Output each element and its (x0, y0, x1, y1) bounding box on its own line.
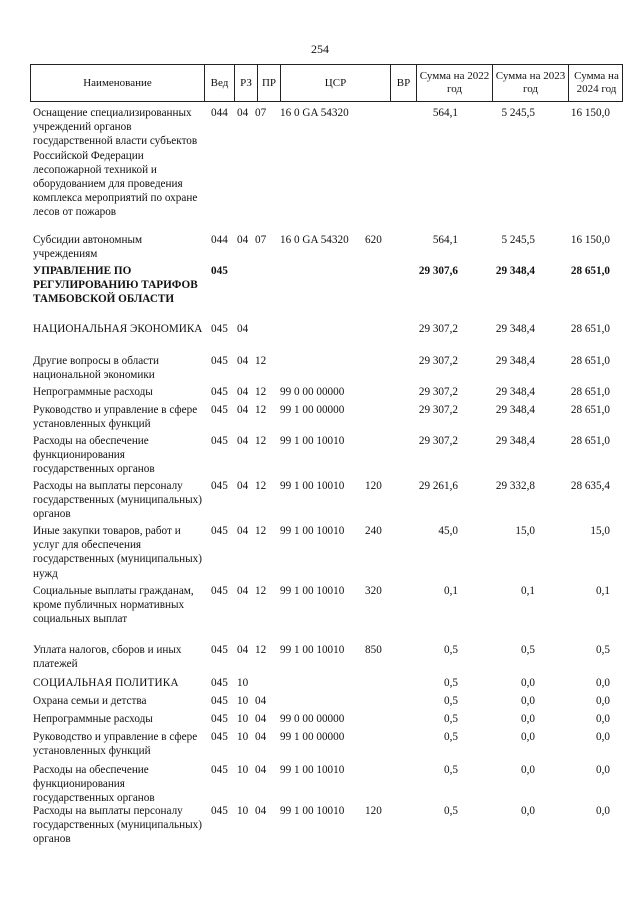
row-sum-2022: 29 307,2 (418, 435, 458, 447)
row-sum-2024: 0,0 (596, 764, 610, 776)
row-sum-2022: 29 307,6 (418, 265, 458, 277)
row-name: Руководство и управление в сфере установленных функций (33, 731, 198, 758)
row-rz: 04 (237, 480, 249, 492)
row-csr: 99 1 00 10010 (280, 525, 345, 537)
row-sum-2024: 0,0 (596, 731, 610, 743)
row-sum-2024: 28 651,0 (570, 355, 610, 367)
row-ved: 045 (211, 713, 228, 725)
row-vr: 320 (365, 585, 382, 597)
row-sum-2022: 0,5 (444, 677, 458, 689)
row-sum-2023: 0,0 (521, 713, 535, 725)
row-csr: 16 0 GA 54320 (280, 107, 349, 119)
row-sum-2023: 0,1 (521, 585, 535, 597)
row-name: Охрана семьи и детства (33, 695, 147, 707)
row-rz: 10 (237, 713, 249, 725)
row-pr: 04 (255, 764, 267, 776)
row-sum-2023: 0,0 (521, 695, 535, 707)
row-sum-2024: 0,0 (596, 805, 610, 817)
page-number: 254 (311, 42, 329, 56)
row-rz: 10 (237, 805, 249, 817)
row-pr: 12 (255, 644, 267, 656)
row-rz: 10 (237, 764, 249, 776)
row-ved: 045 (211, 585, 228, 597)
row-ved: 045 (211, 386, 228, 398)
row-csr: 16 0 GA 54320 (280, 234, 349, 246)
row-sum-2023: 29 332,8 (495, 480, 535, 492)
header-name: Наименование (31, 65, 205, 101)
row-name: УПРАВЛЕНИЕ ПО РЕГУЛИРОВАНИЮ ТАРИФОВ ТАМБОВСКОЙ ОБЛАСТИ (33, 265, 198, 306)
row-sum-2022: 29 307,2 (418, 404, 458, 416)
row-rz: 04 (237, 435, 249, 447)
header-pr: ПР (258, 65, 281, 101)
row-ved: 045 (211, 323, 228, 335)
row-name: Расходы на выплаты персоналу государственных (муниципальных) органов (33, 480, 202, 521)
row-name: Расходы на обеспечение функционирования государственных органов (33, 764, 155, 805)
row-sum-2023: 29 348,4 (495, 386, 535, 398)
row-sum-2024: 0,0 (596, 677, 610, 689)
row-csr: 99 1 00 00000 (280, 404, 345, 416)
row-sum-2024: 15,0 (590, 525, 610, 537)
row-ved: 045 (211, 265, 228, 277)
row-name: Руководство и управление в сфере установленных функций (33, 404, 198, 431)
row-rz: 04 (237, 386, 249, 398)
row-name: Непрограммные расходы (33, 386, 153, 398)
row-csr: 99 1 00 10010 (280, 435, 345, 447)
row-csr: 99 1 00 00000 (280, 731, 345, 743)
row-name: Другие вопросы в области национальной экономики (33, 355, 160, 382)
row-sum-2022: 29 307,2 (418, 323, 458, 335)
row-sum-2024: 16 150,0 (570, 234, 610, 246)
row-csr: 99 1 00 10010 (280, 585, 345, 597)
row-name: СОЦИАЛЬНАЯ ПОЛИТИКА (33, 677, 179, 689)
row-sum-2024: 0,0 (596, 695, 610, 707)
row-sum-2023: 29 348,4 (495, 404, 535, 416)
row-ved: 045 (211, 435, 228, 447)
row-sum-2024: 28 651,0 (570, 265, 610, 277)
row-rz: 04 (237, 323, 249, 335)
row-sum-2022: 564,1 (432, 107, 458, 119)
row-ved: 044 (211, 107, 228, 119)
header-sum-2022: Сумма на 2022 год (417, 65, 493, 101)
header-sum-2023: Сумма на 2023 год (493, 65, 569, 101)
row-name: Непрограммные расходы (33, 713, 153, 725)
row-sum-2023: 5 245,5 (501, 234, 535, 246)
row-rz: 04 (237, 525, 249, 537)
row-pr: 04 (255, 731, 267, 743)
row-sum-2024: 16 150,0 (570, 107, 610, 119)
row-sum-2024: 0,0 (596, 713, 610, 725)
row-rz: 04 (237, 404, 249, 416)
row-ved: 045 (211, 355, 228, 367)
row-sum-2023: 29 348,4 (495, 265, 535, 277)
row-sum-2022: 0,5 (444, 644, 458, 656)
row-rz: 10 (237, 695, 249, 707)
row-rz: 04 (237, 107, 249, 119)
row-ved: 045 (211, 525, 228, 537)
table-header (30, 64, 623, 102)
row-sum-2023: 29 348,4 (495, 435, 535, 447)
header-rz: РЗ (235, 65, 258, 101)
row-sum-2022: 45,0 (438, 525, 458, 537)
header-vr: ВР (391, 65, 417, 101)
row-sum-2023: 0,0 (521, 805, 535, 817)
row-ved: 045 (211, 805, 228, 817)
row-ved: 045 (211, 644, 228, 656)
row-name: Иные закупки товаров, работ и услуг для обеспечения государственных (муниципальных) нужд (33, 525, 202, 580)
row-vr: 120 (365, 480, 382, 492)
row-csr: 99 1 00 10010 (280, 644, 345, 656)
row-csr: 99 0 00 00000 (280, 713, 345, 725)
row-sum-2022: 0,5 (444, 695, 458, 707)
row-name: Субсидии автономным учреждениям (33, 234, 143, 261)
row-pr: 04 (255, 695, 267, 707)
row-pr: 12 (255, 585, 267, 597)
row-rz: 04 (237, 355, 249, 367)
row-sum-2024: 28 651,0 (570, 435, 610, 447)
row-sum-2023: 0,0 (521, 677, 535, 689)
row-sum-2024: 28 651,0 (570, 404, 610, 416)
row-sum-2022: 0,5 (444, 731, 458, 743)
row-name: Оснащение специализированных учреждений органов государственной власти субъектов Российской Федерации лесопожарной техникой и оборудованием для проведения комплекса мероприятий по охране лесов от пожаров (33, 107, 198, 219)
row-sum-2023: 0,0 (521, 731, 535, 743)
row-vr: 850 (365, 644, 382, 656)
row-sum-2023: 29 348,4 (495, 323, 535, 335)
row-vr: 120 (365, 805, 382, 817)
row-ved: 045 (211, 731, 228, 743)
row-pr: 07 (255, 234, 267, 246)
header-csr: ЦСР (281, 65, 391, 101)
row-sum-2022: 0,5 (444, 805, 458, 817)
row-csr: 99 0 00 00000 (280, 386, 345, 398)
row-sum-2022: 0,5 (444, 764, 458, 776)
row-rz: 10 (237, 677, 249, 689)
row-sum-2024: 0,5 (596, 644, 610, 656)
row-sum-2022: 0,5 (444, 713, 458, 725)
row-csr: 99 1 00 10010 (280, 764, 345, 776)
row-pr: 12 (255, 435, 267, 447)
row-sum-2023: 29 348,4 (495, 355, 535, 367)
row-sum-2023: 5 245,5 (501, 107, 535, 119)
row-sum-2024: 28 635,4 (570, 480, 610, 492)
row-rz: 04 (237, 234, 249, 246)
row-sum-2024: 0,1 (596, 585, 610, 597)
row-sum-2023: 0,5 (521, 644, 535, 656)
header-sum-2024: Сумма на 2024 год (574, 70, 619, 95)
row-ved: 044 (211, 234, 228, 246)
row-ved: 045 (211, 677, 228, 689)
row-pr: 12 (255, 386, 267, 398)
row-vr: 240 (365, 525, 382, 537)
row-sum-2022: 0,1 (444, 585, 458, 597)
row-rz: 04 (237, 644, 249, 656)
row-name: Расходы на выплаты персоналу государственных (муниципальных) органов (33, 805, 202, 846)
row-pr: 12 (255, 355, 267, 367)
row-pr: 12 (255, 480, 267, 492)
row-pr: 12 (255, 525, 267, 537)
row-name: НАЦИОНАЛЬНАЯ ЭКОНОМИКА (33, 323, 203, 335)
row-sum-2023: 0,0 (521, 764, 535, 776)
row-pr: 07 (255, 107, 267, 119)
row-pr: 12 (255, 404, 267, 416)
row-name: Уплата налогов, сборов и иных платежей (33, 644, 182, 671)
row-sum-2024: 28 651,0 (570, 323, 610, 335)
row-ved: 045 (211, 480, 228, 492)
row-ved: 045 (211, 695, 228, 707)
row-rz: 10 (237, 731, 249, 743)
row-sum-2022: 564,1 (432, 234, 458, 246)
row-ved: 045 (211, 404, 228, 416)
row-csr: 99 1 00 10010 (280, 805, 345, 817)
row-rz: 04 (237, 585, 249, 597)
row-sum-2024: 28 651,0 (570, 386, 610, 398)
row-csr: 99 1 00 10010 (280, 480, 345, 492)
row-vr: 620 (365, 234, 382, 246)
row-name: Социальные выплаты гражданам, кроме публичных нормативных социальных выплат (33, 585, 194, 626)
row-sum-2022: 29 307,2 (418, 386, 458, 398)
header-ved: Вед (205, 65, 235, 101)
row-ved: 045 (211, 764, 228, 776)
row-sum-2022: 29 261,6 (418, 480, 458, 492)
row-pr: 04 (255, 805, 267, 817)
row-sum-2023: 15,0 (515, 525, 535, 537)
row-name: Расходы на обеспечение функционирования государственных органов (33, 435, 155, 476)
row-sum-2022: 29 307,2 (418, 355, 458, 367)
row-pr: 04 (255, 713, 267, 725)
